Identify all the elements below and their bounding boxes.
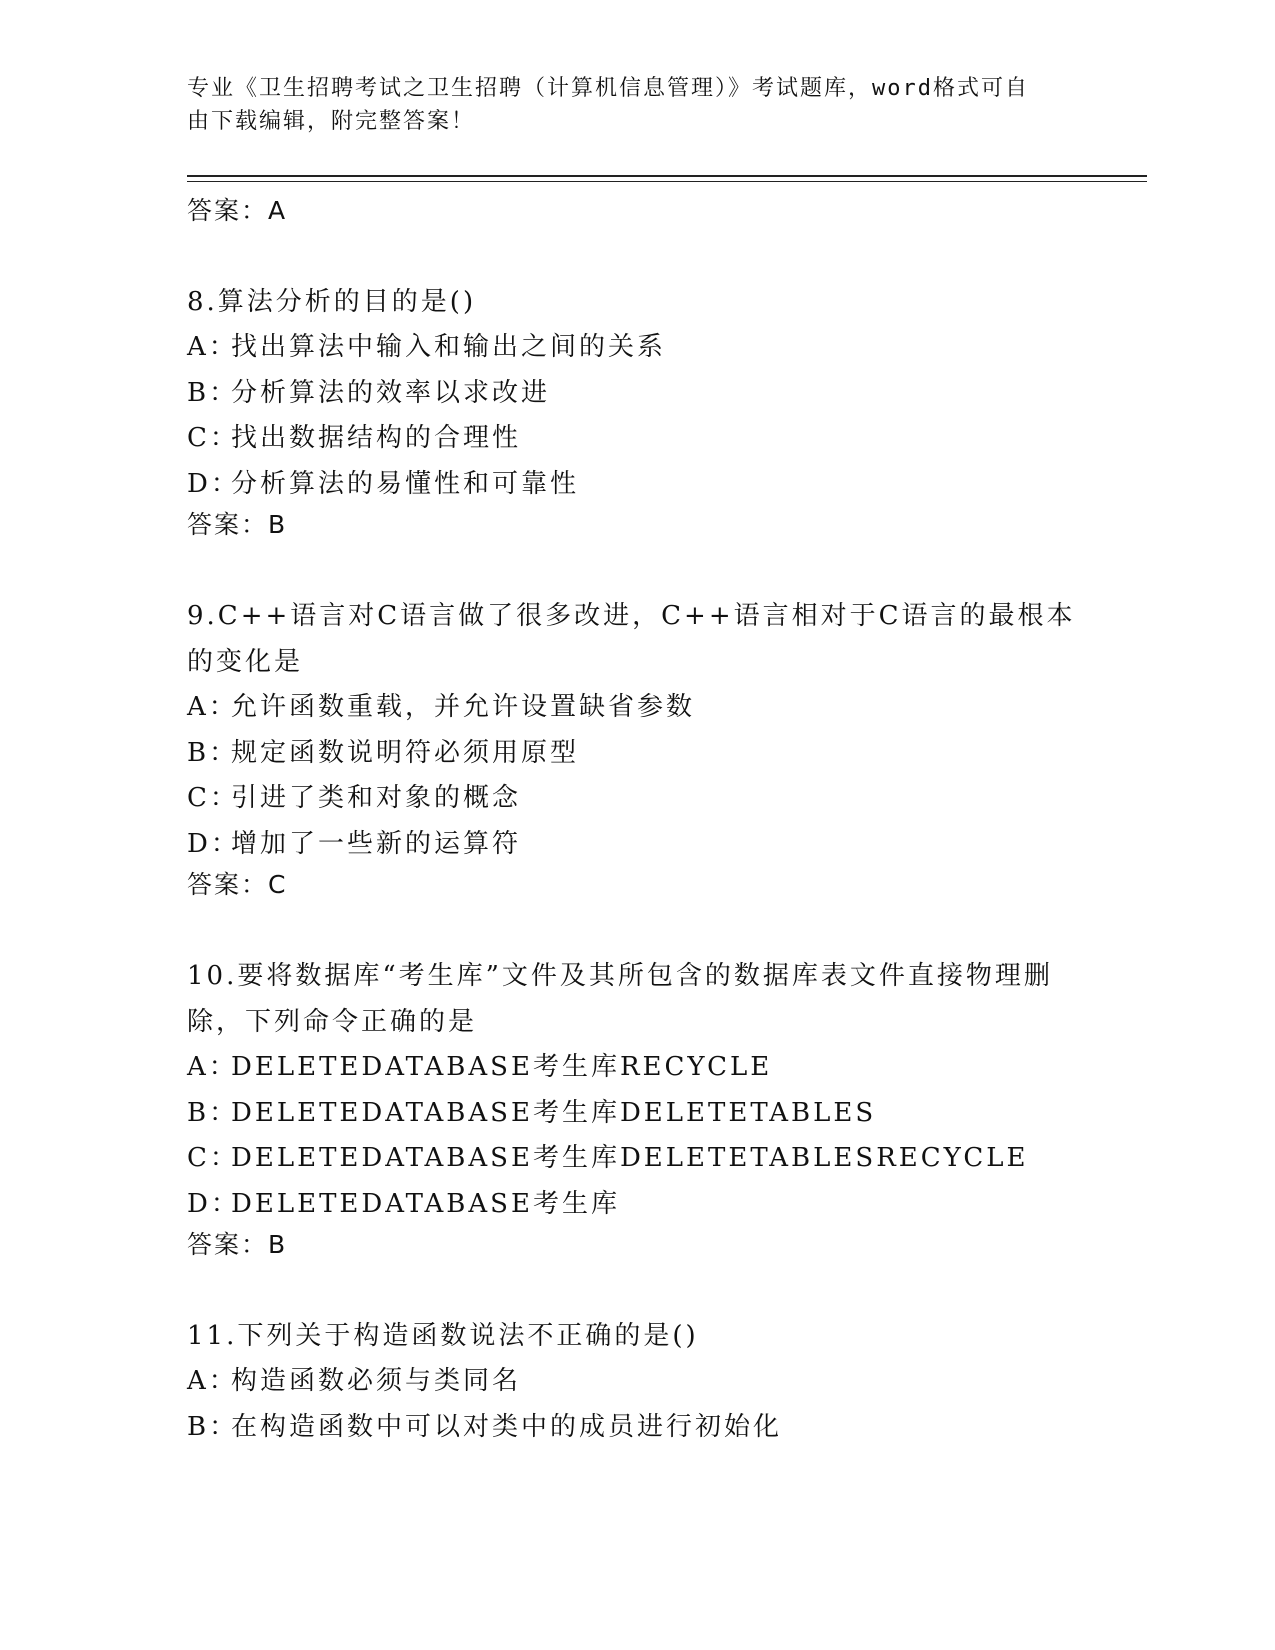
option-b [187,1091,1087,1137]
option-letter: C： [187,1143,239,1173]
option-text: 找出数据结构的合理性 [231,423,522,453]
header-line-1: 专业《卫生招聘考试之卫生招聘（计算机信息管理）》考试题库，word格式可自 [187,76,1029,101]
option-text: 分析算法的易懂性和可靠性 [231,468,580,499]
option-letter: A： [187,1052,238,1082]
option-letter: C： [187,423,239,453]
question-8 [187,279,1087,543]
question-11 [187,1313,1087,1450]
option-text: 允许函数重载，并允许设置缺省参数 [231,692,696,722]
option-d [187,822,1087,868]
header-line-2: 由下载编辑，附完整答案！ [187,109,476,134]
option-letter: C： [187,783,239,813]
option-b [187,731,1087,777]
option-c [187,776,1087,822]
question-text: 11.下列关于构造函数说法不正确的是() [187,1321,699,1351]
option-letter: B： [187,377,239,408]
option-a [187,1359,1087,1405]
option-b [187,1405,1087,1451]
option-text: DELETEDATABASE考生库DELETETABLESRECYCLE [231,1143,1029,1173]
option-c [187,1136,1087,1182]
option-text: DELETEDATABASE考生库RECYCLE [231,1052,773,1082]
option-letter: D： [187,1188,240,1219]
option-a [187,1045,1087,1091]
question-text: 9.C++语言对C语言做了很多改进，C++语言相对于C语言的最根本的变化是 [187,601,1076,677]
option-letter: A： [187,692,238,722]
option-a [187,325,1087,371]
option-letter: B： [187,1411,239,1442]
option-d [187,462,1087,508]
answer-label: 答案：A [187,196,288,225]
document-header [187,72,1067,138]
option-c [187,416,1087,462]
option-text: 引进了类和对象的概念 [231,783,522,813]
answer-label: 答案：C [187,870,288,899]
option-text: 构造函数必须与类同名 [231,1366,522,1396]
option-d [187,1182,1087,1228]
option-text: 在构造函数中可以对类中的成员进行初始化 [231,1411,783,1442]
option-text: DELETEDATABASE考生库 [231,1188,620,1219]
option-text: 找出算法中输入和输出之间的关系 [231,332,667,362]
answer-label: 答案：B [187,1230,288,1259]
question-10 [187,953,1087,1263]
header-divider [187,175,1147,177]
header-divider-thin [187,181,1147,182]
option-letter: D： [187,468,240,499]
option-a [187,685,1087,731]
option-letter: A： [187,1366,238,1396]
question-9 [187,593,1087,903]
question-list [187,193,1087,1450]
answer-label: 答案：B [187,510,288,539]
option-letter: B： [187,1097,239,1128]
option-letter: D： [187,828,240,859]
question-text: 8.算法分析的目的是() [187,287,477,317]
option-letter: B： [187,737,239,768]
question-text: 10.要将数据库“考生库”文件及其所包含的数据库表文件直接物理删除，下列命令正确的是 [187,961,1053,1037]
option-text: 增加了一些新的运算符 [231,828,522,859]
option-text: 规定函数说明符必须用原型 [231,737,580,768]
option-letter: A： [187,332,238,362]
option-text: 分析算法的效率以求改进 [231,377,551,408]
option-text: DELETEDATABASE考生库DELETETABLES [231,1097,877,1128]
option-b [187,371,1087,417]
